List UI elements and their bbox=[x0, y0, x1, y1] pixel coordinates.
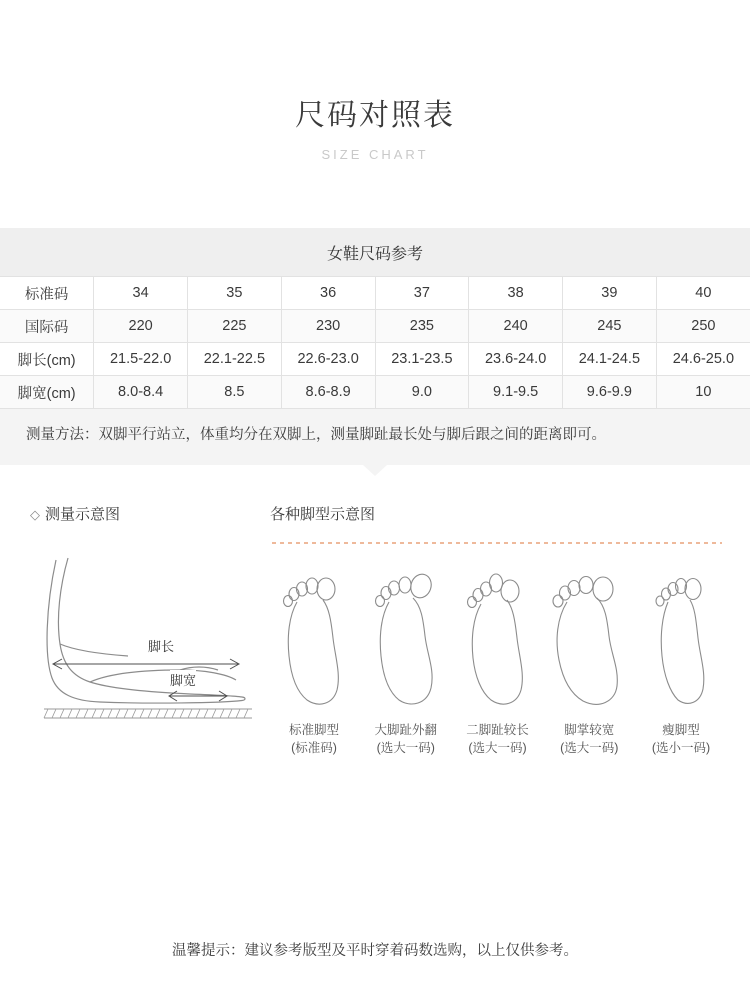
foot-type-advice: (选小一码) bbox=[651, 740, 711, 755]
foot-type-name: 标准脚型 bbox=[288, 722, 339, 737]
table-row bbox=[0, 343, 750, 376]
table-cell: 22.1-22.5 bbox=[188, 343, 282, 376]
table-cell: 38 bbox=[469, 277, 563, 310]
foot-type-advice: (选大一码) bbox=[560, 740, 619, 755]
foot-standard-icon bbox=[277, 558, 351, 710]
foot-wide-icon bbox=[549, 558, 629, 710]
foot-type-name: 瘦脚型 bbox=[662, 722, 700, 737]
row-label: 国际码 bbox=[0, 310, 94, 343]
row-label: 脚宽(cm) bbox=[0, 376, 94, 409]
page-header bbox=[0, 0, 750, 162]
foot-type-caption bbox=[270, 721, 358, 757]
measure-diagram-title bbox=[30, 503, 255, 524]
foot-side-illustration bbox=[30, 546, 255, 736]
foot-type-item bbox=[545, 558, 633, 757]
foot-long-second-toe-icon bbox=[461, 558, 535, 710]
table-cell: 23.6-24.0 bbox=[469, 343, 563, 376]
foot-type-caption bbox=[454, 721, 542, 757]
table-cell: 8.0-8.4 bbox=[94, 376, 188, 409]
diagram-area bbox=[0, 503, 750, 793]
size-table bbox=[0, 228, 750, 409]
page-subtitle: SIZE CHART bbox=[321, 147, 429, 162]
footer-tip: 温馨提示：建议参考版型及平时穿着码数选购，以上仅供参考。 bbox=[172, 943, 578, 959]
table-cell: 245 bbox=[563, 310, 657, 343]
table-cell: 235 bbox=[375, 310, 469, 343]
foot-bunion-icon bbox=[369, 558, 443, 710]
table-row bbox=[0, 310, 750, 343]
table-caption: 女鞋尺码参考 bbox=[0, 228, 750, 277]
foot-type-caption bbox=[545, 721, 633, 757]
table-row bbox=[0, 277, 750, 310]
row-label: 脚长(cm) bbox=[0, 343, 94, 376]
table-cell: 35 bbox=[188, 277, 282, 310]
table-cell: 9.1-9.5 bbox=[469, 376, 563, 409]
row-label: 标准码 bbox=[0, 277, 94, 310]
foot-type-item bbox=[362, 558, 450, 757]
foot-types-block bbox=[270, 503, 730, 757]
foot-type-item bbox=[454, 558, 542, 757]
measure-note-band bbox=[0, 409, 750, 465]
foot-type-name: 大脚趾外翻 bbox=[374, 722, 437, 737]
foot-length-label: 脚长 bbox=[148, 636, 174, 655]
table-cell: 10 bbox=[656, 376, 750, 409]
table-cell: 9.6-9.9 bbox=[563, 376, 657, 409]
table-cell: 225 bbox=[188, 310, 282, 343]
diamond-icon: ◇ bbox=[30, 506, 40, 522]
table-cell: 240 bbox=[469, 310, 563, 343]
foot-type-advice: (选大一码) bbox=[376, 740, 435, 755]
table-cell: 22.6-23.0 bbox=[281, 343, 375, 376]
table-cell: 36 bbox=[281, 277, 375, 310]
measure-diagram-block bbox=[30, 503, 255, 736]
table-cell: 34 bbox=[94, 277, 188, 310]
table-cell: 24.1-24.5 bbox=[563, 343, 657, 376]
foot-width-label: 脚宽 bbox=[170, 670, 196, 689]
size-table-wrap bbox=[0, 228, 750, 409]
foot-type-advice: (标准码) bbox=[291, 740, 337, 755]
table-cell: 37 bbox=[375, 277, 469, 310]
foot-type-caption bbox=[362, 721, 450, 757]
table-cell: 9.0 bbox=[375, 376, 469, 409]
table-cell: 8.5 bbox=[188, 376, 282, 409]
table-cell: 40 bbox=[656, 277, 750, 310]
foot-type-item bbox=[637, 558, 725, 757]
table-row bbox=[0, 376, 750, 409]
table-cell: 21.5-22.0 bbox=[94, 343, 188, 376]
table-cell: 23.1-23.5 bbox=[375, 343, 469, 376]
page-title: 尺码对照表 bbox=[295, 99, 455, 132]
table-caption-row bbox=[0, 228, 750, 277]
foot-narrow-icon bbox=[648, 558, 714, 710]
down-arrow-icon bbox=[363, 465, 387, 476]
foot-type-name: 二脚趾较长 bbox=[466, 722, 529, 737]
table-cell: 230 bbox=[281, 310, 375, 343]
foot-type-advice: (选大一码) bbox=[468, 740, 527, 755]
table-cell: 220 bbox=[94, 310, 188, 343]
table-cell: 250 bbox=[656, 310, 750, 343]
foot-types-title: 各种脚型示意图 bbox=[270, 505, 376, 523]
table-cell: 24.6-25.0 bbox=[656, 343, 750, 376]
table-cell: 39 bbox=[563, 277, 657, 310]
foot-type-name: 脚掌较宽 bbox=[564, 722, 615, 737]
guide-line-icon bbox=[270, 538, 725, 548]
foot-type-caption bbox=[637, 721, 725, 757]
foot-types-row bbox=[270, 558, 725, 757]
foot-type-item bbox=[270, 558, 358, 757]
table-cell: 8.6-8.9 bbox=[281, 376, 375, 409]
measure-note-text: 测量方法：双脚平行站立，体重均分在双脚上，测量脚趾最长处与脚后跟之间的距离即可。 bbox=[26, 427, 606, 443]
measure-diagram-title-text: 测量示意图 bbox=[45, 505, 121, 523]
